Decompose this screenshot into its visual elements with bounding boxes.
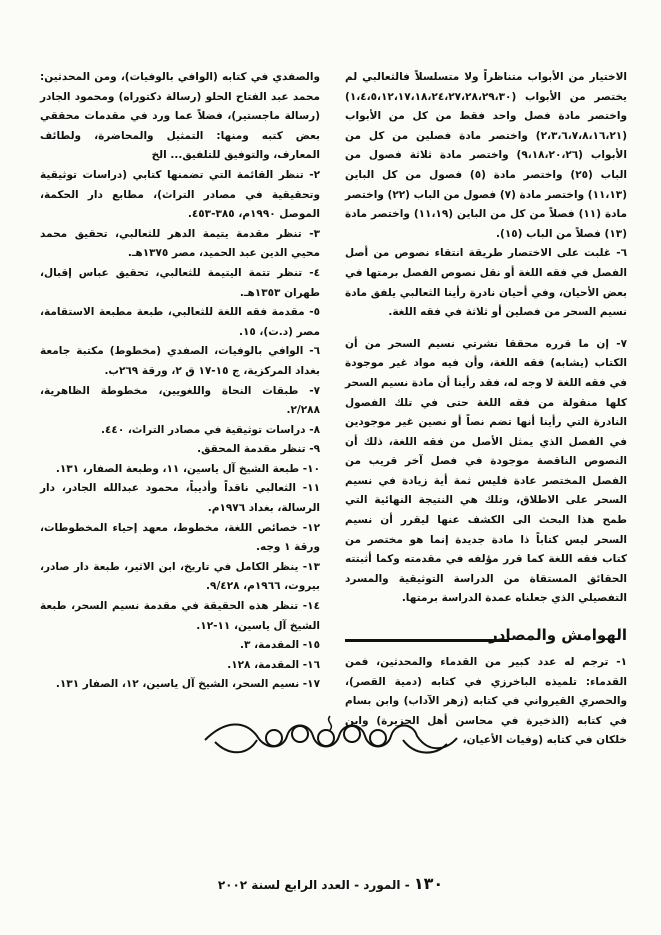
footnote-3: ٣- تنظر مقدمة يتيمة الدهر للثعالبي، تحقيق محمد محيي الدين عبد الحميد، مصر ١٣٧٥هـ. [40, 227, 320, 260]
heading-rule [345, 639, 509, 642]
footnote-9: ٩- تنظر مقدمة المحقق. [197, 443, 320, 456]
footnote-5: ٥- مقدمة فقه اللغة للثعالبي، طبعة مطبعة الاستقامة، مصر (د.ت)، ١٥. [40, 306, 320, 338]
footnote-2: ٢- تنظر القائمة التي تضمنها كتابي (دراسات توثيقية وتحقيقية في مصادر التراث)، مطابع دار الحكمة، الموصل ١٩٩٠م، ٣٨٥-٤٥٣. [40, 168, 320, 221]
section-heading: الهوامش والمصادر [489, 626, 627, 645]
section-heading-block [345, 623, 627, 649]
body-paragraph-5-continued: الاختيار من الأبواب متناظراً ولا متسلسلاً فالثعالبي لم يختصر من الأبواب (١،٤،٥،١٢،١٧،١٨،٢٤،٢٧،٢٨،٢٩،٣٠) واختصر مادة فصل واحد فقط من كل من الأبواب (٢،٣،٦،٧،٨،١٦،٢١) واختصر مادة فصلين من كل من الأبواب (٩،١٨،٢٠،٢٦) واختصر مادة ثلاثة فصول من الباب (٢٥) واختصر مادة (٥) فصول من كل الباين (١١،١٣) واختصر مادة (٧) فصول من الباب (٢٢) واختصر مادة (١١) فصلاً من كل من الباين (١١،١٩) واختصر مادة (١٣) فصلاً من الباب (١٥). [345, 71, 627, 240]
decorative-ornament [195, 710, 465, 760]
footnote-1: ١- ترجم له عدد كبير من القدماء والمحدثين، فمن القدماء: تلميذه الباخرزي في كتابه (دمية القصر)، والحصري القيرواني في كتابه (زهر الآداب) وابن بسام في كتابه (الذخيرة في محاسن أهل الجزيرة) وابن خلكان في كتابه (وفيات الأعيان، [345, 656, 627, 747]
footnote-10: ١٠- طبعة الشيخ آل ياسين، ١١، وطبعة الصفار، ١٣١. [55, 462, 320, 475]
footnote-13: ١٣- ينظر الكامل في تاريخ، ابن الاثير، طبعة دار صادر، بيروت، ١٩٦٦م، ٩/٤٢٨. [40, 560, 320, 593]
footnote-16: ١٦- المقدمة، ١٢٨. [227, 658, 320, 671]
footnote-11: ١١- الثعالبي ناقداً وأديباً، محمود عبدالله الجادر، دار الرسالة، بغداد ١٩٧٦م. [40, 482, 320, 515]
body-paragraph-6: ٦- غلبت على الاختصار طريقة انتقاء نصوص من أصل الفصل في فقه اللغة أو نقل نصوص الفصل برمتها في بعض الأحيان، وفي أحيان نادرة رأينا الثعالبي يلفق مادة نسيم السحر من فصلين أو ثلاثة في فقه اللغة. [345, 247, 627, 319]
page-footer [0, 874, 661, 893]
footnote-17: ١٧- نسيم السحر، الشيخ آل ياسين، ١٢، الصفار ١٣١. [55, 678, 320, 691]
footnote-6: ٦- الوافي بالوفيات، الصفدي (مخطوط) مكتبة جامعة بغداد المركزية، ج ١٥-١٧ ق ٢، ورقة ٢٦٩ب. [40, 345, 320, 377]
right-column [345, 68, 627, 751]
footnote-8: ٨- دراسات توثيقية في مصادر التراث، ٤٤٠. [101, 423, 320, 436]
footnote-1-continued: والصفدي في كتابه (الوافي بالوفيات)، ومن المحدثين: محمد عبد الفتاح الحلو (رسالة دكتوراه) ومحمود الجادر (رسالة ماجستير)، فضلاً عما ورد في مقدمات محققي بعض كتبه ومنها: التمثيل والمحاضرة، ولطائف المعارف، والتوفيق للتلفيق... الخ [40, 71, 320, 162]
body-paragraph-7: ٧- إن ما قرره محققا نشرتي نسيم السحر من أن الكتاب (يشابه) فقه اللغة، وأن فيه مواد غير موجودة في فقه اللغة لا وجه له، فقد رأينا أن مادة نسيم السحر كلها منقولة من فقه اللغة حتى في تلك الفصول النادرة التي رأينا أنها تضم نصاً أو نصين غير موجودين في الفصل الذي يمثل الأصل من فقه اللغة، ذلك أن النصوص الناقصة موجودة في فصل آخر قريب من الفصل المختصر عادة فليس ثمة أية زيادة في نسيم السحر على الاطلاق، وتلك هي النتيجة النهائية التي طمح هذا البحث الى الكشف عنها ليقرر أن نسيم السحر ليس كتاباً ذا مادة جديدة إنما هو مختصر من كتاب فقه اللغة كما قرر مؤلفه في مقدمته وكما أثبتته الحقائق المستقاة من الدراسة التوثيقية والمسرد التفصيلي الذي جعلناه عمدة الدراسة برمتها. [345, 337, 627, 605]
left-column [40, 68, 320, 695]
footnote-4: ٤- تنظر تتمة اليتيمة للثعالبي، تحقيق عباس إقبال، طهران ١٣٥٣هـ. [40, 266, 320, 299]
footnote-12: ١٢- خصائص اللغة، مخطوط، معهد إحياء المخطوطات، ورقة ١ وجه. [40, 521, 320, 554]
footnote-15: ١٥- المقدمة، ٣. [240, 639, 320, 652]
footnote-7: ٧- طبقات النحاة واللغويين، مخطوطة الظاهرية، ٢/٢٨٨. [40, 384, 320, 417]
footer-separator: - [400, 878, 410, 892]
journal-issue: المورد - العدد الرابع لسنة ٢٠٠٢ [217, 878, 401, 892]
page-number: ١٣٠ [413, 874, 444, 893]
footnote-14: ١٤- تنظر هذه الحقيقة في مقدمة نسيم السحر، طبعة الشيخ آل ياسين، ١١-١٢. [40, 600, 320, 632]
